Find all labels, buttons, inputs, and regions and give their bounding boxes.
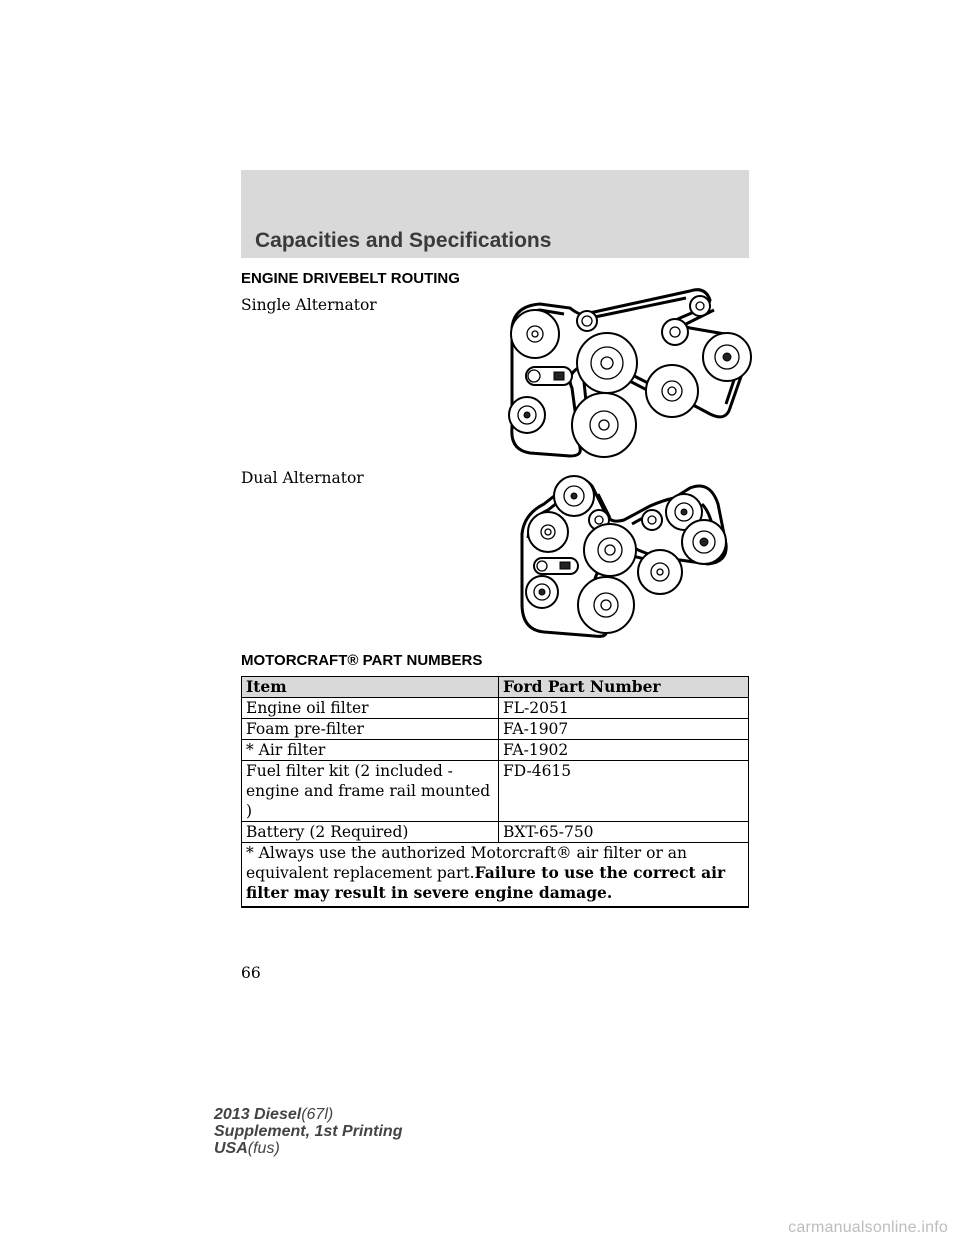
page-header-title: Capacities and Specifications <box>255 229 552 252</box>
print-footer <box>214 1106 402 1157</box>
table-row <box>242 740 749 761</box>
part-number-cell: BXT-65-750 <box>499 822 749 843</box>
single-alternator-belt-diagram <box>500 288 762 458</box>
table-row <box>242 761 749 822</box>
part-number-cell: FA-1907 <box>499 719 749 740</box>
page-number: 66 <box>241 964 261 982</box>
footer-printing: Supplement, 1st Printing <box>214 1123 403 1140</box>
air-filter-note <box>242 843 749 908</box>
column-header-item: Item <box>242 677 499 698</box>
footer-market-code: (fus) <box>247 1140 280 1157</box>
footer-market: USA <box>214 1140 248 1157</box>
item-cell: Engine oil filter <box>242 698 499 719</box>
item-cell: * Air filter <box>242 740 499 761</box>
footer-model-year: 2013 Diesel <box>214 1106 302 1123</box>
table-row <box>242 698 749 719</box>
footer-model-code: (67l) <box>301 1106 334 1123</box>
item-cell: Battery (2 Required) <box>242 822 499 843</box>
part-number-cell: FL-2051 <box>499 698 749 719</box>
part-number-cell: FA-1902 <box>499 740 749 761</box>
drivebelt-heading: ENGINE DRIVEBELT ROUTING <box>241 270 460 287</box>
part-number-cell: FD-4615 <box>499 761 749 822</box>
item-cell: Foam pre-filter <box>242 719 499 740</box>
table-header-row <box>242 677 749 698</box>
column-header-part-number: Ford Part Number <box>499 677 749 698</box>
site-watermark: carmanualsonline.info <box>788 1219 948 1236</box>
part-numbers-table <box>241 676 749 908</box>
parts-heading: MOTORCRAFT® PART NUMBERS <box>241 652 483 669</box>
note-text: * Always use the authorized Motorcraft® air filter or an equivalent replacement part. <box>246 844 688 882</box>
item-cell: Fuel filter kit (2 included - engine and frame rail mounted ) <box>242 761 499 822</box>
dual-alternator-label: Dual Alternator <box>241 469 364 487</box>
note-warning: Failure to use the correct air filter may result in severe engine damage. <box>246 863 726 902</box>
table-note-row <box>242 843 749 908</box>
table-row <box>242 822 749 843</box>
single-alternator-label: Single Alternator <box>241 296 377 314</box>
dual-alternator-belt-diagram <box>514 474 730 638</box>
table-row <box>242 719 749 740</box>
